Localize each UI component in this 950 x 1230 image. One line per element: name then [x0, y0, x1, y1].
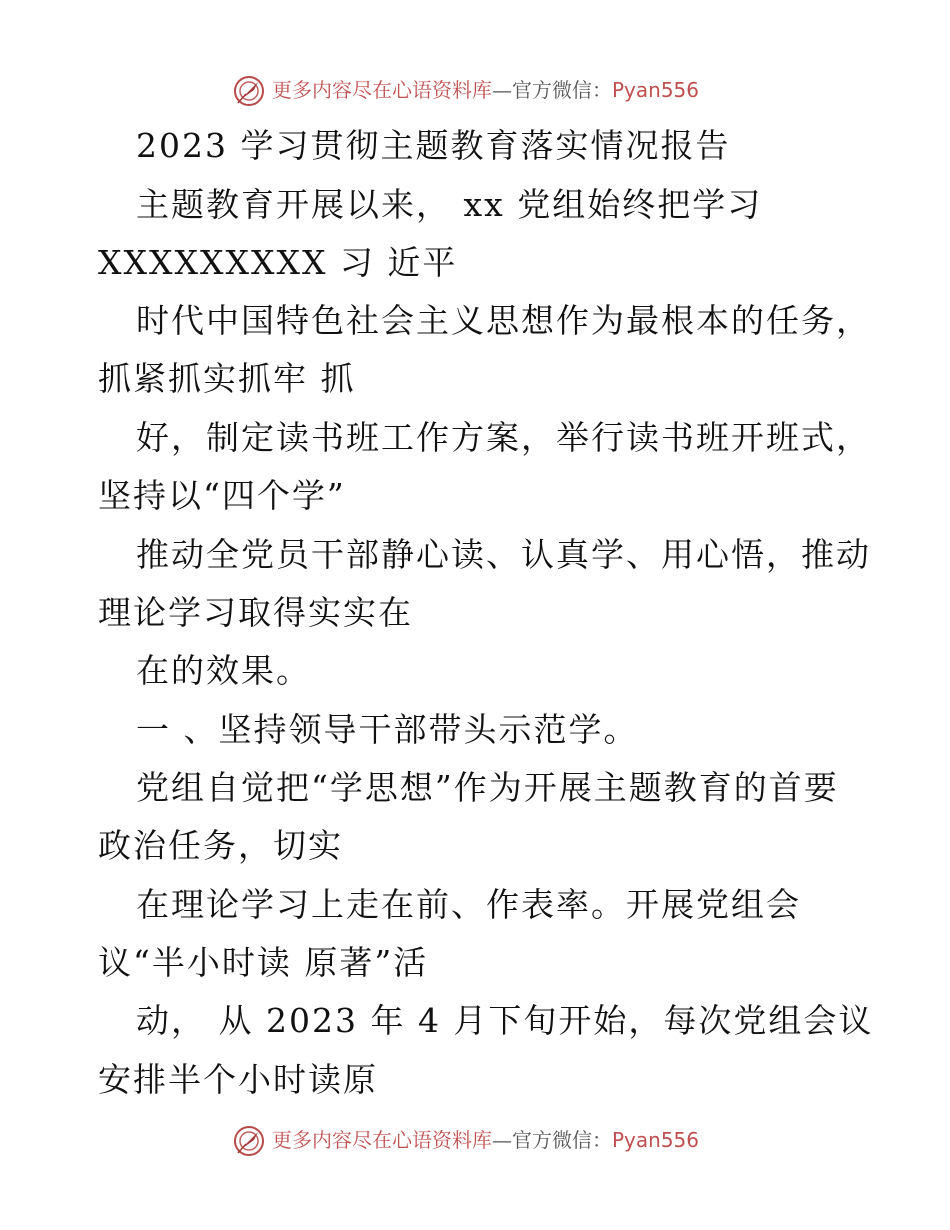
- watermark-footer: [0, 1120, 950, 1160]
- quill-pen-seal-icon: [232, 1124, 266, 1158]
- watermark-header: [0, 70, 950, 110]
- body-line: 在的效果。: [136, 651, 311, 690]
- body-line: 时代中国特色社会主义思想作为最根本的任务，: [136, 301, 871, 340]
- body-line: 政治任务，切实: [98, 826, 343, 865]
- body-line: 理论学习取得实实在: [98, 593, 413, 632]
- body-line: 动， 从 2023 年 4 月下旬开始，每次党组会议: [136, 1001, 874, 1040]
- quill-pen-seal-icon: [232, 74, 266, 108]
- body-line: 好，制定读书班工作方案，举行读书班开班式，: [136, 418, 871, 457]
- body-line: 主题教育开展以来， xx 党组始终把学习: [136, 185, 763, 224]
- watermark-text: 更多内容尽在心语资料库—官方微信：Pyan556: [272, 1128, 700, 1152]
- document-title: 2023 学习贯彻主题教育落实情况报告: [136, 126, 731, 165]
- watermark-text: 更多内容尽在心语资料库—官方微信：Pyan556: [272, 78, 700, 102]
- body-line: 抓紧抓实抓牢 抓: [98, 359, 356, 398]
- body-line: 在理论学习上走在前、作表率。开展党组会: [136, 885, 801, 924]
- section-heading: 一 、坚持领导干部带头示范学。: [136, 710, 639, 749]
- body-line: 坚持以“四个学”: [98, 476, 346, 515]
- body-line: 推动全党员干部静心读、认真学、用心悟，推动: [136, 535, 871, 574]
- body-line: 安排半个小时读原: [98, 1060, 378, 1099]
- body-line: 党组自觉把“学思想”作为开展主题教育的首要: [136, 768, 839, 807]
- body-line: XXXXXXXXX 习 近平: [98, 243, 458, 282]
- body-line: 议“半小时读 原著”活: [98, 943, 429, 982]
